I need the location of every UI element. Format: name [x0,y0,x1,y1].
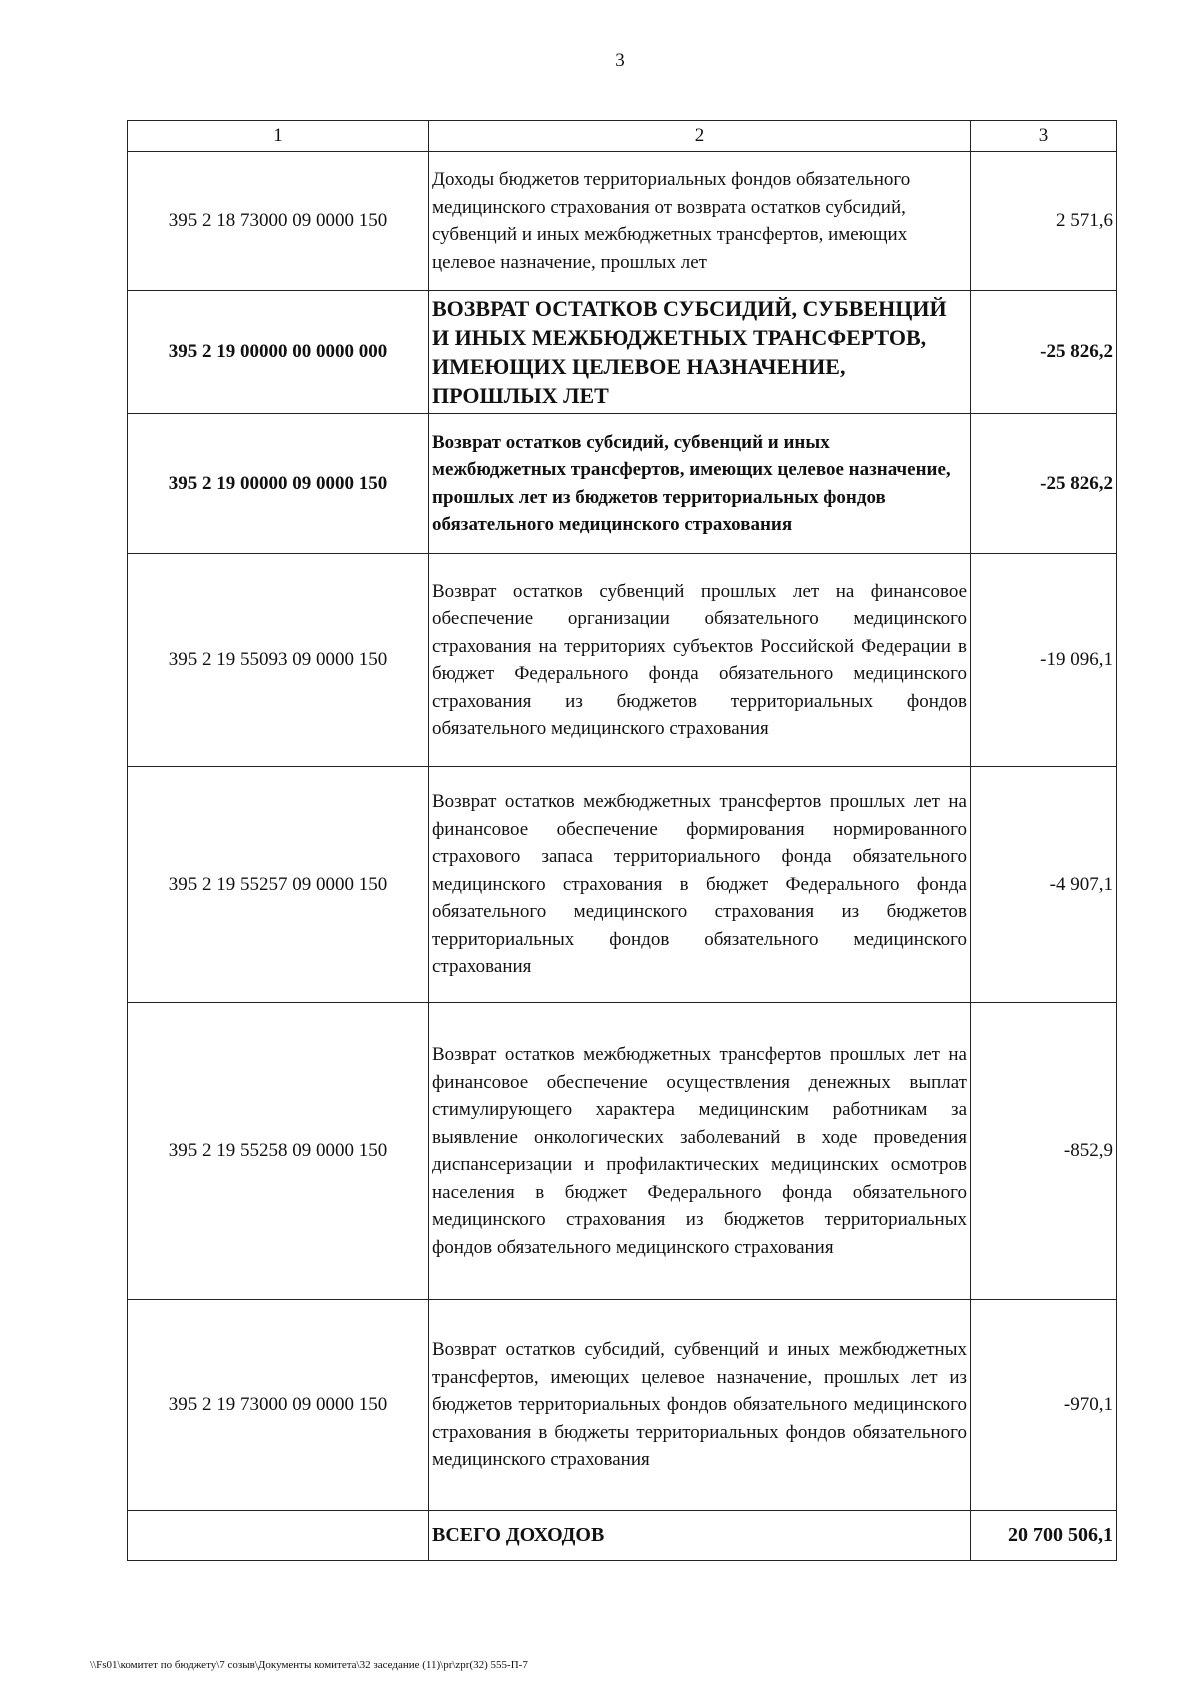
row-code: 395 2 19 55093 09 0000 150 [128,554,429,767]
total-code [128,1511,429,1561]
header-cell-1: 1 [128,121,429,152]
total-label: ВСЕГО ДОХОДОВ [429,1511,971,1561]
row-amount: -25 826,2 [971,414,1117,554]
row-description: Возврат остатков субсидий, субвенций и иных межбюджетных трансфертов, имеющих целевое назначение, прошлых лет из бюджетов территориальных фондов обязательного медицинского страхования [429,414,971,554]
budget-table [127,120,1117,1561]
total-amount: 20 700 506,1 [971,1511,1117,1561]
table-row [128,1300,1117,1511]
page-number: 3 [615,50,625,71]
table-row [128,414,1117,554]
row-description: Возврат остатков субсидий, субвенций и иных межбюджетных трансфертов, имеющих целевое назначение, прошлых лет из бюджетов территориальных фондов обязательного медицинского страхования в бюджеты территориальных фондов обязательного медицинского страхования [429,1300,971,1511]
table-row [128,1003,1117,1300]
table-row [128,152,1117,291]
header-cell-3: 3 [971,121,1117,152]
row-amount: -970,1 [971,1300,1117,1511]
row-amount: -25 826,2 [971,291,1117,414]
row-description: Возврат остатков межбюджетных трансфертов прошлых лет на финансовое обеспечение формирования нормированного страхового запаса территориального фонда обязательного медицинского страхования в бюджет Федерального фонда обязательного медицинского страхования из бюджетов территориальных фондов обязательного медицинского страхования [429,767,971,1003]
row-code: 395 2 19 00000 09 0000 150 [128,414,429,554]
row-amount: -852,9 [971,1003,1117,1300]
row-amount: -19 096,1 [971,554,1117,767]
row-code: 395 2 19 55258 09 0000 150 [128,1003,429,1300]
row-code: 395 2 19 73000 09 0000 150 [128,1300,429,1511]
row-description: Возврат остатков межбюджетных трансфертов прошлых лет на финансовое обеспечение осуществления денежных выплат стимулирующего характера медицинским работникам за выявление онкологических заболеваний в ходе проведения диспансеризации и профилактических медицинских осмотров населения в бюджет Федерального фонда обязательного медицинского страхования из бюджетов территориальных фондов обязательного медицинского страхования [429,1003,971,1300]
table-row [128,554,1117,767]
row-description: ВОЗВРАТ ОСТАТКОВ СУБСИДИЙ, СУБВЕНЦИЙ И ИНЫХ МЕЖБЮДЖЕТНЫХ ТРАНСФЕРТОВ, ИМЕЮЩИХ ЦЕЛЕВОЕ НАЗНАЧЕНИЕ, ПРОШЛЫХ ЛЕТ [429,291,971,414]
row-amount: -4 907,1 [971,767,1117,1003]
table-header-row [128,121,1117,152]
header-cell-2: 2 [429,121,971,152]
row-code: 395 2 19 00000 00 0000 000 [128,291,429,414]
table-row [128,291,1117,414]
footer-file-path: \\Fs01\комитет по бюджету\7 созыв\Документы комитета\32 заседание (11)\pr\zpr(32) 555-П-7 [90,1659,528,1671]
table-row [128,767,1117,1003]
row-amount: 2 571,6 [971,152,1117,291]
row-description: Возврат остатков субвенций прошлых лет на финансовое обеспечение организации обязательного медицинского страхования на территориях субъектов Российской Федерации в бюджет Федерального фонда обязательного медицинского страхования из бюджетов территориальных фондов обязательного медицинского страхования [429,554,971,767]
row-description: Доходы бюджетов территориальных фондов обязательного медицинского страхования от возврата остатков субсидий, субвенций и иных межбюджетных трансфертов, имеющих целевое назначение, прошлых лет [429,152,971,291]
row-code: 395 2 19 55257 09 0000 150 [128,767,429,1003]
total-row [128,1511,1117,1561]
row-code: 395 2 18 73000 09 0000 150 [128,152,429,291]
